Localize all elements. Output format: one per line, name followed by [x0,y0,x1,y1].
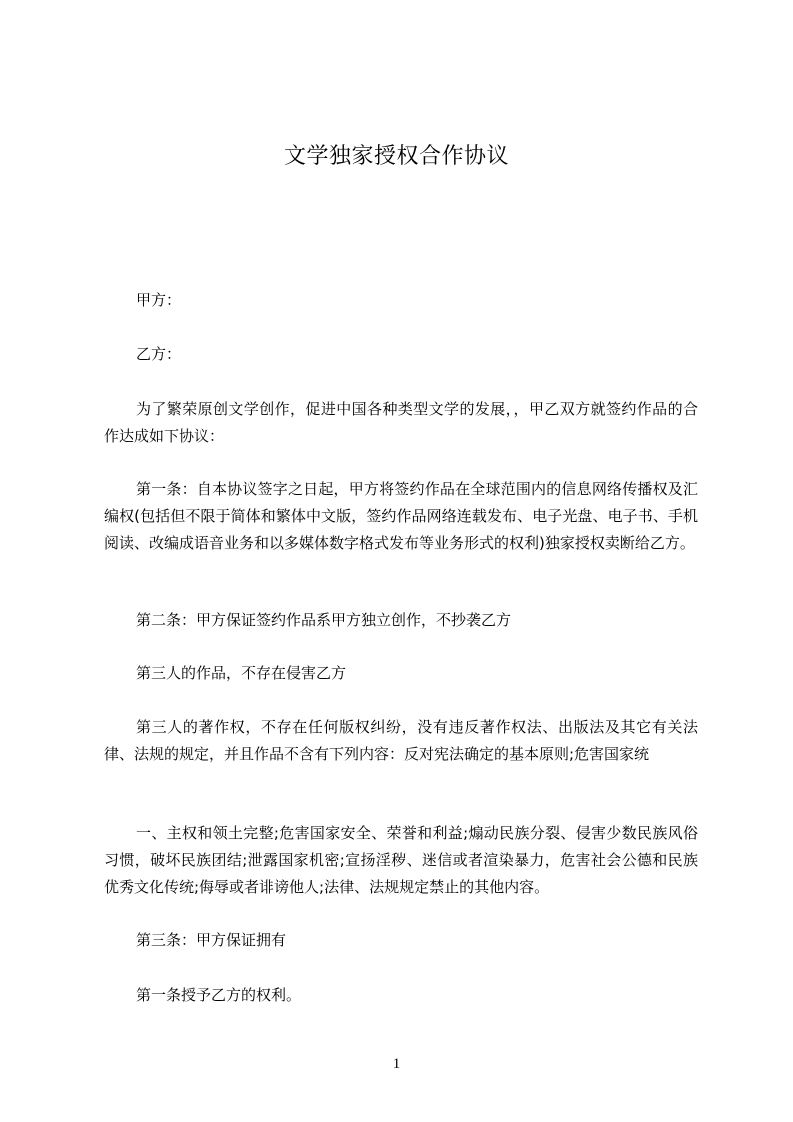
third-party-copyright-paragraph: 第三人的著作权，不存在任何版权纠纷，没有违反著作权法、出版法及其它有关法律、法规的规定，并且作品不含有下列内容：反对宪法确定的基本原则;危害国家统 [104,718,698,763]
document-title: 文学独家授权合作协议 [283,144,509,169]
article-1-paragraph: 第一条：自本协议签字之日起，甲方将签约作品在全球范围内的信息网络传播权及汇编权(包括但不限于简体和繁体中文版，签约作品网络连载发布、电子光盘、电子书、手机阅读、改编成语音业务和以多媒体数字格式发布等业务形式的权利)独家授权卖断给乙方。 [104,480,698,552]
third-party-paragraph: 第三人的作品，不存在侵害乙方 [136,664,347,682]
party-a-line: 甲方： [136,291,182,309]
intro-paragraph: 为了繁荣原创文学创作，促进中国各种类型文学的发展，，甲乙双方就签约作品的合作达成如下协议： [104,400,698,445]
grant-paragraph: 第一条授予乙方的权利。 [136,986,302,1004]
page-number: 1 [392,1056,401,1072]
item-one-paragraph: 一、主权和领土完整;危害国家安全、荣誉和利益;煽动民族分裂、侵害少数民族风俗习惯，破坏民族团结;泄露国家机密;宣扬淫秽、迷信或者渲染暴力，危害社会公德和民族优秀文化传统;侮辱或者诽谤他人;法律、法规规定禁止的其他内容。 [104,824,698,896]
article-3-paragraph: 第三条：甲方保证拥有 [136,931,287,949]
party-b-line: 乙方： [136,345,182,363]
article-2-paragraph: 第二条：甲方保证签约作品系甲方独立创作，不抄袭乙方 [136,611,512,629]
